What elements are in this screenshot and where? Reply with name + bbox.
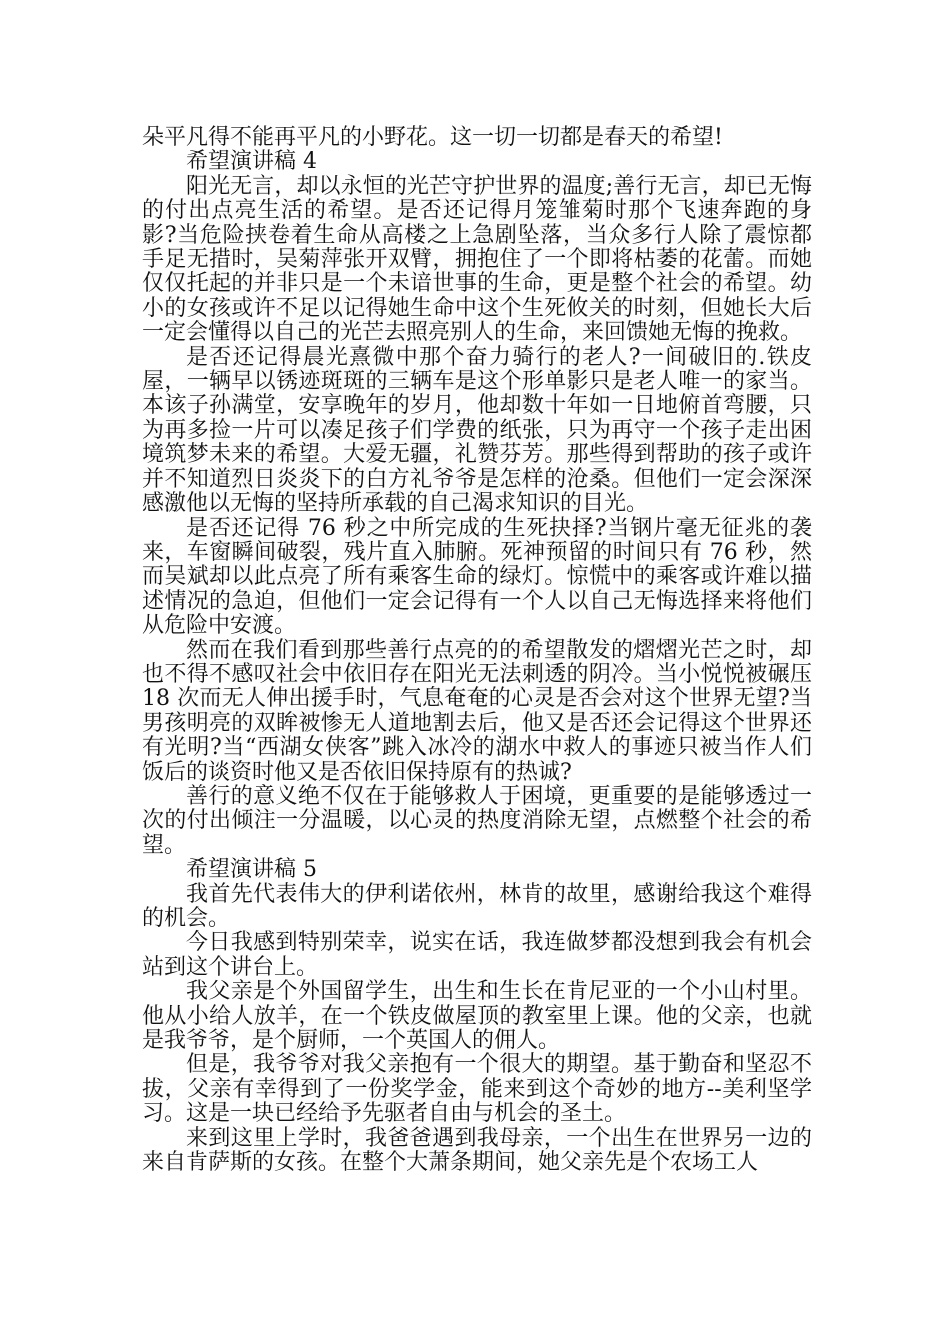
paragraph: 来到这里上学时，我爸爸遇到我母亲，一个出生在世界另一边的来自肯萨斯的女孩。在整个大萧条期间，她父亲先是个农场工人 [142, 1125, 812, 1176]
paragraph: 今日我感到特别荣幸，说实在话，我连做梦都没想到我会有机会站到这个讲台上。 [142, 930, 812, 980]
paragraph: 阳光无言，却以永恒的光芒守护世界的温度;善行无言，却已无悔的付出点亮生活的希望。是否还记得月笼雏菊时那个飞速奔跑的身影?当危险挟卷着生命从高楼之上急剧坠落，当众多行人除了震惊都手足无措时，吴菊萍张开双臂，拥抱住了一个即将枯萎的花蕾。而她仅仅托起的并非只是一个未谙世事的生命，更是整个社会的希望。幼小的女孩或许不足以记得她生命中这个生死攸关的时刻，但她长大后一定会懂得以自己的光芒去照亮别人的生命，来回馈她无悔的挽救。 [142, 173, 812, 346]
paragraph-continuation: 朵平凡得不能再平凡的小野花。这一切一切都是春天的希望! [142, 125, 723, 150]
section-heading-5: 希望演讲稿 5 [186, 857, 317, 883]
paragraph: 善行的意义绝不仅在于能够救人于困境，更重要的是能够透过一次的付出倾注一分温暖，以心灵的热度消除无望，点燃整个社会的希望。 [142, 783, 812, 858]
paragraph: 是否还记得晨光熹微中那个奋力骑行的老人?一间破旧的.铁皮屋，一辆早以锈迹斑斑的三辆车是这个形单影只是老人唯一的家当。本该子孙满堂，安享晚年的岁月，他却数十年如一日地俯首弯腰，只为再多捡一片可以凑足孩子们学费的纸张，只为再守一个孩子走出困境筑梦未来的希望。大爱无疆，礼赞芬芳。那些得到帮助的孩子或许并不知道烈日炎炎下的白方礼爷爷是怎样的沧桑。但他们一定会深深感激他以无悔的坚持所承载的自己渴求知识的目光。 [142, 344, 812, 517]
paragraph: 是否还记得 76 秒之中所完成的生死抉择?当钢片毫无征兆的袭来，车窗瞬间破裂，残片直入肺腑。死神预留的时间只有 76 秒，然而吴斌却以此点亮了所有乘客生命的绿灯。惊慌中的乘客或许难以描述情况的急迫，但他们一定会记得有一个人以自己无悔选择来将他们从危险中安渡。 [142, 515, 812, 639]
paragraph: 我父亲是个外国留学生，出生和生长在肯尼亚的一个小山村里。他从小给人放羊，在一个铁皮做屋顶的教室里上课。他的父亲，也就是我爷爷，是个厨师，一个英国人的佣人。 [142, 979, 812, 1054]
paragraph: 但是，我爷爷对我父亲抱有一个很大的期望。基于勤奋和坚忍不拔，父亲有幸得到了一份奖学金，能来到这个奇妙的地方--美利坚学习。这是一块已经给予先驱者自由与机会的圣土。 [142, 1052, 812, 1127]
document-body [142, 126, 812, 1175]
paragraph: 然而在我们看到那些善行点亮的的希望散发的熠熠光芒之时，却也不得不感叹社会中依旧存在阳光无法刺透的阴冷。当小悦悦被碾压 18 次而无人伸出援手时，气息奄奄的心灵是否会对这个世界无望?当男孩明亮的双眸被惨无人道地割去后，他又是否还会记得这个世界还有光明?当“西湖女侠客”跳入冰冷的湖水中救人的事迹只被当作人们饭后的谈资时他又是否依旧保持原有的热诚? [142, 637, 812, 785]
paragraph: 我首先代表伟大的伊利诺依州，林肯的故里，感谢给我这个难得的机会。 [142, 881, 812, 931]
section-heading-4: 希望演讲稿 4 [186, 149, 317, 175]
